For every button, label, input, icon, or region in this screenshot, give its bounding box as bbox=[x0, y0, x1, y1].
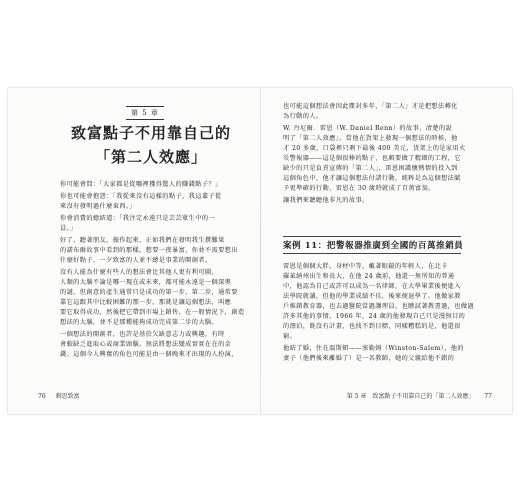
body-line: 什麼好點子，一夕致富的人並不總是事業的開創者。 bbox=[60, 257, 212, 264]
chapter-title-line-1: 致富點子不用靠自己的 bbox=[70, 124, 231, 142]
body-line: 他結了婚，住在溫斯頓——塞勒姆（Winston-Salem），他的 bbox=[283, 345, 464, 352]
body-line: 的諾布爾故事中看到的那樣，想要一夜暴富，你並不需要想出 bbox=[60, 247, 238, 254]
page-number: 76 bbox=[38, 393, 46, 400]
body-line: 才 20 多歲，口袋裡只剩下最後 400 美元，貨架上的是家用火 bbox=[283, 145, 466, 152]
page-number: 77 bbox=[484, 393, 492, 400]
left-page bbox=[8, 88, 260, 414]
body-line: 的漂泊，既沒有計畫，也找不到目標，同樣糟糕的是，他還很 bbox=[283, 323, 461, 330]
body-line: 窮。 bbox=[283, 333, 297, 340]
body-line: 來沒有發明過什麼東西。」 bbox=[60, 203, 136, 210]
body-line: 法學院就讀，但他的學業成績不佳，後來便退學了。他做家教 bbox=[283, 293, 461, 300]
right-page bbox=[261, 88, 512, 414]
body-line: 想法的大腦，並不是那種能夠成功完成第二步的大腦。 bbox=[60, 319, 219, 326]
body-line: 許多其他的事情，1966 年，24 歲的他發現自己只是漫無目的 bbox=[283, 313, 466, 320]
chapter-title-line-2: 「第二人效應」 bbox=[94, 148, 207, 166]
body-line: 中，他認為自己或許可以成為一名律師，在大學畢業後便進入 bbox=[283, 283, 461, 290]
body-line: 這個角色中，他才讓這個想法付諸行動，純粹是為這個想法賦 bbox=[283, 175, 461, 182]
body-line: 人類的大腦不論是哪一現在或未來，都可能永遠是一個深奧 bbox=[60, 279, 232, 286]
case-heading: 案例 11：把警報器推廣到全國的百萬推銷員 bbox=[283, 236, 461, 254]
body-line: 錢。這個今人興奮的角色可能是由一個晚來才出現的人扮演， bbox=[60, 351, 238, 358]
body-line: 為行動的人。 bbox=[283, 113, 323, 120]
body-line: 予更準確的行動，雷恩在 30 歲時就成了百萬富翁。 bbox=[283, 185, 435, 192]
body-line: 要它取得成功，然後把它帶到市場上銷售，在一般情況下，創造 bbox=[60, 309, 245, 316]
body-line: 雷恩是個個大胖，身材中等，戴著眼鏡的年輕人，在北卡 bbox=[283, 263, 448, 270]
body-line: 好了，聽著朋友，振作起來，正如我們在發明我生撰難果 bbox=[60, 237, 225, 244]
body-line: 你也可能會抱怨：「我從來沒有這樣的點子，我這輩子從 bbox=[60, 193, 222, 200]
body-line: 妻子（他們後來離婚了）是一名教師，她的父親給他不錯的 bbox=[283, 355, 455, 362]
body-line: 的謎，但創意的產生通常只是成功的第一步，第二步，通常要 bbox=[60, 289, 238, 296]
body-line: 缺少的只是負責宣傳的「第二人」，雷恩困識懷熱情的投入到 bbox=[283, 165, 458, 172]
right-folio bbox=[347, 391, 492, 400]
body-line: 會較缺乏進取心或商業頭腦，無法將想法變成實實在在的金 bbox=[60, 341, 232, 348]
running-head: 第 5 章 致富點子不用靠自己的「第二人效應」 bbox=[346, 393, 475, 400]
body-line: 明了「第二人效應」。當他在貨架上發現一個想法的時候，他 bbox=[283, 135, 458, 142]
body-line: 一個想法的開創者，也許是基於欠缺意志力或興趣，有時 bbox=[60, 331, 225, 338]
body-line: W. 丹尼爾．雷恩（W. Daniel Renn）的故事，清楚的說 bbox=[283, 125, 453, 132]
body-line: 員。」 bbox=[60, 225, 77, 232]
body-line: 靠它這跟其中比較困難的那一步，那就是讓這個想法，叫應 bbox=[60, 299, 232, 306]
running-head: 剩思致富 bbox=[55, 393, 80, 400]
body-line: 你會消費的總結道：「我注定永遠只是芸芸眾生中的一 bbox=[60, 215, 215, 222]
chapter-tag: 第 5 章 bbox=[126, 106, 164, 120]
body-line: 羅萊納州出生和長大，在他 24 歲前，他還一無所知的普通 bbox=[283, 273, 455, 280]
left-folio bbox=[38, 391, 80, 400]
body-line: 你可能會問：「大家都是從哪裡獲得驚人的賺錢點子？」 bbox=[60, 181, 222, 188]
body-line: 災警報器——這是個很棒的點子，也頗要做了精細的工程，它 bbox=[283, 155, 461, 162]
body-line: 也可能這個想法會因此塵封多年，「第二人」才是把想法轉化 bbox=[283, 103, 458, 110]
body-line: 戶推銷教育器，也去過醫院當過護理員，也瞧試著教書過，也做過 bbox=[283, 303, 475, 310]
body-line: 沒有人能為什麼有些人的想法會比其他人更有利可圖， bbox=[60, 269, 219, 276]
body-line: 讓我們來聽聽他非凡的故事。 bbox=[283, 197, 369, 204]
